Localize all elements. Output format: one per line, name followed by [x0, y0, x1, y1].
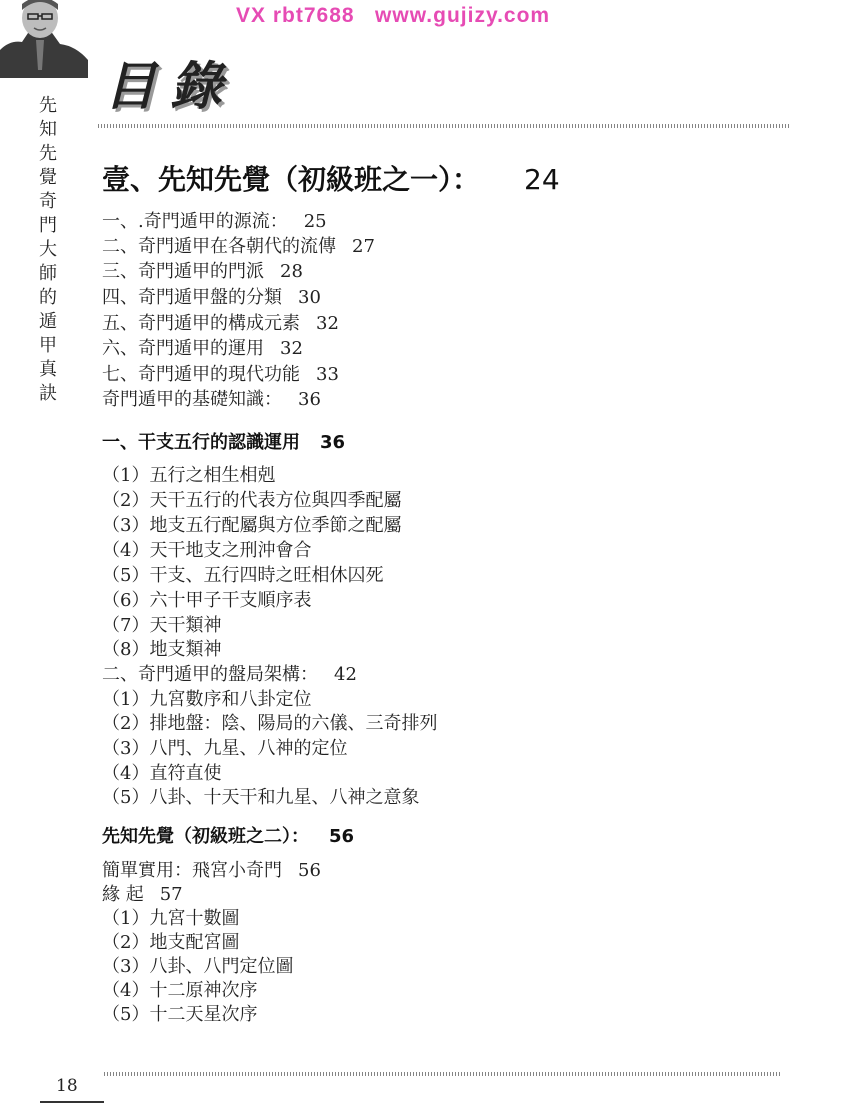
toc-entry: [102, 859, 321, 883]
toc-entry: [102, 883, 183, 907]
toc-entry-label: 一、.奇門遁甲的源流：: [102, 211, 288, 232]
toc-entry-page: 33: [316, 364, 339, 385]
author-portrait-image: [0, 0, 88, 78]
toc-entry: [102, 955, 293, 979]
toc-entry: [102, 564, 383, 588]
toc-entry: [102, 688, 311, 712]
toc-entry: [102, 337, 303, 361]
toc-entry-label: （4）天干地支之刑沖會合: [102, 540, 312, 561]
toc-entry-label: （1）五行之相生相剋: [102, 465, 276, 486]
section-heading-page: 56: [329, 826, 355, 847]
toc-entry-label: （3）八卦、八門定位圖: [102, 956, 294, 977]
toc-entry: [102, 464, 275, 488]
toc-entry: [102, 979, 257, 1003]
toc-entry: [102, 737, 347, 761]
toc-entry-label: 五、奇門遁甲的構成元素: [102, 313, 300, 334]
toc-entry: [102, 312, 339, 336]
toc-entry-label: 三、奇門遁甲的門派: [102, 261, 264, 282]
toc-entry-label: 六、奇門遁甲的運用: [102, 338, 264, 359]
toc-entry: [102, 235, 375, 259]
toc-entry: [102, 286, 321, 310]
toc-entry-page: 32: [280, 338, 303, 359]
toc-entry-label: （3）八門、九星、八神的定位: [102, 738, 348, 759]
toc-entry-page: 28: [280, 261, 303, 282]
toc-entry-label: 二、奇門遁甲的盤局架構：: [102, 664, 318, 685]
toc-entry-page: 42: [334, 664, 357, 685]
toc-entry: [102, 907, 239, 931]
toc-entry-label: （2）排地盤：陰、陽局的六儀、三奇排列: [102, 713, 438, 734]
toc-entry: [102, 786, 419, 810]
toc-entry-page: 36: [298, 389, 321, 410]
toc-entry: [102, 388, 321, 412]
toc-entry: [102, 931, 239, 955]
toc-entry: [102, 539, 311, 563]
toc-entry-label: 二、奇門遁甲在各朝代的流傳: [102, 236, 336, 257]
toc-entry-label: 奇門遁甲的基礎知識：: [102, 389, 282, 410]
toc-entry-label: 簡單實用：飛宮小奇門: [102, 860, 282, 881]
toc-entry: [102, 589, 311, 613]
section-heading-label: 先知先覺（初級班之二）：: [102, 826, 309, 847]
toc-entry-label: （3）地支五行配屬與方位季節之配屬: [102, 515, 402, 536]
toc-entry: [102, 489, 401, 513]
toc-entry: [102, 712, 437, 736]
page-number-underline: [40, 1101, 104, 1103]
section-heading: [102, 822, 354, 848]
section-heading: [102, 428, 345, 454]
toc-entry: [102, 1003, 257, 1027]
toc-entry-label: （5）十二天星次序: [102, 1004, 258, 1025]
toc-entry: [102, 638, 221, 662]
chapter-heading: [102, 158, 560, 198]
toc-entry: [102, 363, 339, 387]
toc-entry: [102, 614, 221, 638]
toc-entry: [102, 260, 303, 284]
toc-entry: [102, 663, 357, 687]
page-number: 18: [56, 1076, 78, 1096]
toc-entry-label: （1）九宮十數圖: [102, 908, 240, 929]
toc-entry-label: （2）天干五行的代表方位與四季配屬: [102, 490, 402, 511]
toc-entry-label: 四、奇門遁甲盤的分類: [102, 287, 282, 308]
toc-entry: [102, 762, 221, 786]
toc-entry-page: 25: [303, 211, 327, 232]
toc-entry: [102, 514, 401, 538]
toc-entry-page: 32: [316, 313, 339, 334]
toc-entry-label: （4）直符直使: [102, 763, 222, 784]
toc-entry-page: 30: [298, 287, 321, 308]
bottom-divider: [104, 1072, 780, 1076]
toc-entry-label: （1）九宮數序和八卦定位: [102, 689, 312, 710]
toc-entry-label: （5）八卦、十天干和九星、八神之意象: [102, 787, 420, 808]
toc-entry-label: （8）地支類神: [102, 639, 222, 660]
top-divider: [98, 124, 790, 128]
toc-entry-page: 27: [352, 236, 375, 257]
toc-entry-label: （7）天干類神: [102, 615, 222, 636]
watermark-text: VX rbt7688 www.gujizy.com: [236, 4, 551, 27]
chapter-heading-page: 24: [524, 163, 560, 196]
vertical-book-title: 先知先覺奇門大師的遁甲真訣: [39, 95, 57, 404]
toc-entry-label: （6）六十甲子干支順序表: [102, 590, 312, 611]
toc-entry: [102, 210, 327, 234]
toc-entry-label: 緣 起: [102, 884, 144, 905]
page-title: 目錄: [104, 57, 237, 117]
toc-entry-label: （2）地支配宮圖: [102, 932, 240, 953]
toc-entry-label: （5）干支、五行四時之旺相休囚死: [102, 565, 384, 586]
toc-entry-label: （4）十二原神次序: [102, 980, 258, 1001]
toc-entry-label: 七、奇門遁甲的現代功能: [102, 364, 300, 385]
chapter-heading-label: 壹、先知先覺（初級班之一）：: [102, 163, 481, 196]
toc-entry-page: 57: [159, 884, 183, 905]
section-heading-page: 36: [320, 432, 346, 453]
section-heading-label: 一、干支五行的認識運用: [102, 432, 300, 453]
toc-entry-page: 56: [298, 860, 321, 881]
